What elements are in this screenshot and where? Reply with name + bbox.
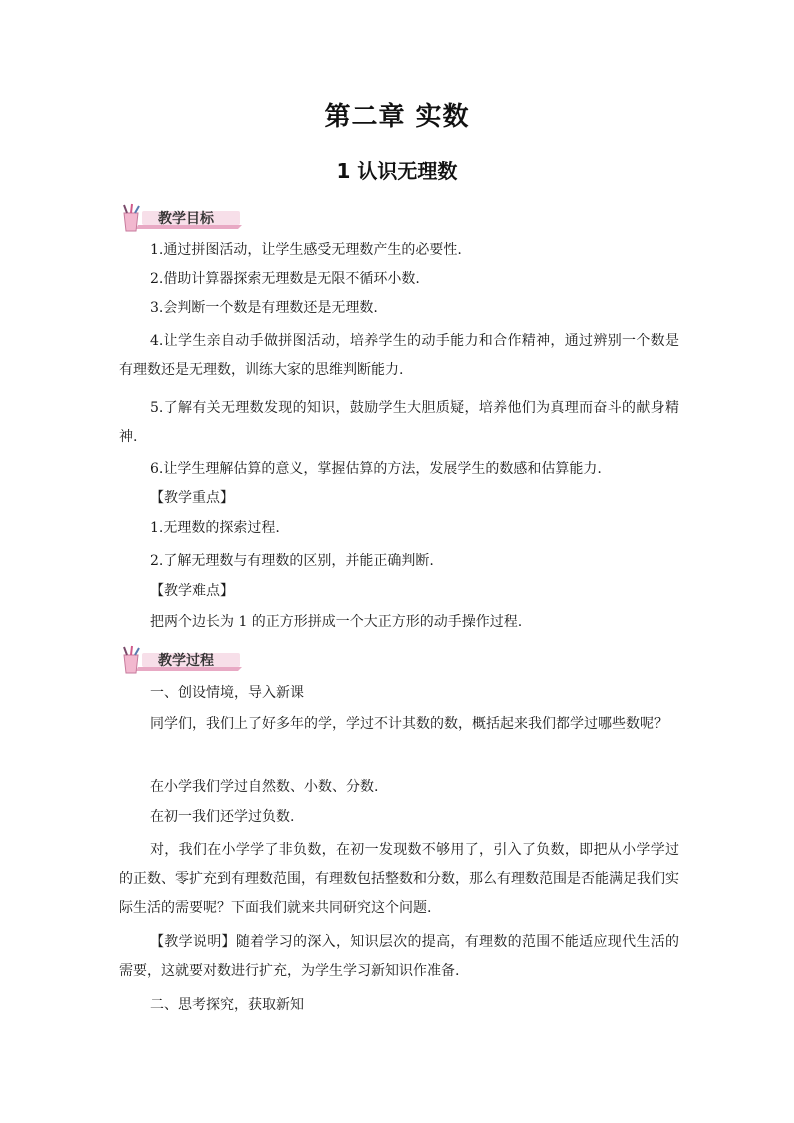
chapter-title: 第二章 实数 <box>324 102 470 132</box>
objective-item: 1.通过拼图活动，让学生感受无理数产生的必要性. <box>150 242 462 258</box>
objective-item: 2.借助计算器探索无理数是无限不循环小数. <box>150 271 420 287</box>
process-paragraph: 同学们，我们上了好多年的学，学过不计其数的数，概括起来我们都学过哪些数呢？ <box>150 716 668 732</box>
objective-item: 6.让学生理解估算的意义，掌握估算的方法，发展学生的数感和估算能力. <box>150 461 602 477</box>
process-paragraph: 对，我们在小学学了非负数，在初一发现数不够用了，引入了负数，即把从小学学过的正数、零扩充到有理数范围，有理数包括整数和分数，那么有理数范围是否能满足我们实际生活的需要呢？下面我们就来共同研究这个问题. <box>119 842 679 916</box>
process-paragraph: 【教学说明】随着学习的深入，知识层次的提高，有理数的范围不能适应现代生活的需要，这就要对数进行扩充，为学生学习新知识作准备. <box>119 934 679 979</box>
difficulty-heading: 【教学难点】 <box>150 583 234 599</box>
objective-item: 5.了解有关无理数发现的知识，鼓励学生大胆质疑，培养他们为真理而奋斗的献身精神. <box>119 400 679 445</box>
key-points-heading: 【教学重点】 <box>150 490 234 506</box>
process-paragraph: 在小学我们学过自然数、小数、分数. <box>150 779 379 795</box>
process-banner-label: 教学过程 <box>158 653 214 669</box>
objective-item: 3.会判断一个数是有理数还是无理数. <box>150 300 378 316</box>
difficulty-text: 把两个边长为 1 的正方形拼成一个大正方形的动手操作过程. <box>150 614 523 630</box>
key-point-item: 1.无理数的探索过程. <box>150 520 280 536</box>
process-paragraph: 一、创设情境，导入新课 <box>150 685 304 701</box>
process-paragraph: 在初一我们还学过负数. <box>150 809 295 825</box>
objective-item: 4.让学生亲自动手做拼图活动，培养学生的动手能力和合作精神，通过辨别一个数是有理数还是无理数，训练大家的思维判断能力. <box>119 333 679 378</box>
process-paragraph: 二、思考探究，获取新知 <box>150 997 304 1013</box>
process-banner <box>118 645 248 675</box>
objectives-banner-label: 教学目标 <box>158 211 214 227</box>
objectives-banner <box>118 203 248 233</box>
key-point-item: 2.了解无理数与有理数的区别，并能正确判断. <box>150 553 434 569</box>
section-title: 1 认识无理数 <box>336 159 458 183</box>
